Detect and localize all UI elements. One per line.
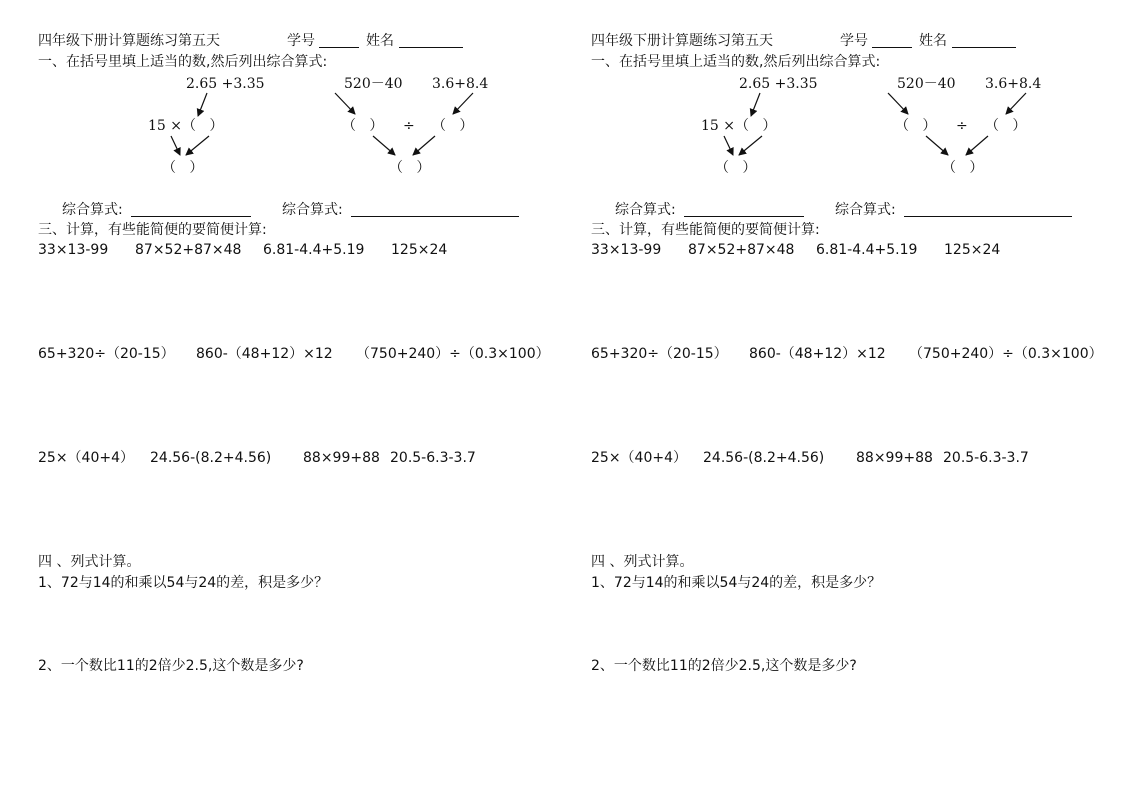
tree2-top-right-expression: 3.6+8.4	[432, 76, 489, 92]
worksheet-title: 四年级下册计算题练习第五天	[591, 33, 773, 49]
calc-problem: 65+320÷（20-15）	[38, 346, 175, 362]
calc-problem: 24.56-(8.2+4.56)	[703, 450, 825, 466]
calc-problem: 65+320÷（20-15）	[591, 346, 728, 362]
tree2-top-left-expression: 520－40	[897, 76, 956, 92]
section4-heading: 四 、列式计算。	[38, 554, 141, 570]
tree1-middle-expression: 15 ×（ ）	[701, 118, 777, 134]
arrow	[751, 93, 760, 116]
section3-heading: 三、计算，有些能简便的要简便计算:	[591, 222, 820, 238]
tree2-result-blank[interactable]: （ ）	[942, 160, 984, 176]
calc-problem: 860-（48+12）×12	[196, 346, 333, 362]
tree1-result-blank[interactable]: （ ）	[715, 160, 757, 176]
tree1-result-blank[interactable]: （ ）	[162, 160, 204, 176]
calc-problem: 24.56-(8.2+4.56)	[150, 450, 272, 466]
formula-label-2: 综合算式:	[835, 202, 896, 218]
calc-problem: 88×99+88	[303, 450, 380, 466]
arrow	[453, 93, 473, 114]
calc-problem: （750+240）÷（0.3×100）	[356, 346, 550, 362]
student-id-blank[interactable]	[319, 32, 359, 48]
arrow	[373, 136, 395, 155]
calc-problem: 125×24	[391, 242, 448, 258]
calc-problem: 87×52+87×48	[135, 242, 242, 258]
worksheet-title: 四年级下册计算题练习第五天	[38, 33, 220, 49]
calc-problem: 6.81-4.4+5.19	[263, 242, 365, 258]
worksheet-right	[553, 0, 1114, 793]
arrow	[1006, 93, 1026, 114]
arrow	[926, 136, 948, 155]
formula-label-1: 综合算式:	[62, 202, 123, 218]
formula-blank-1[interactable]	[684, 201, 804, 217]
student-name-label: 姓名	[919, 33, 947, 49]
calc-problem: 125×24	[944, 242, 1001, 258]
calc-problem: 25×（40+4）	[38, 450, 134, 466]
calc-problem: 33×13-99	[38, 242, 109, 258]
arrow	[198, 93, 207, 116]
student-id-label: 学号	[287, 33, 315, 49]
arrow	[966, 136, 988, 155]
tree1-top-expression: 2.65 +3.35	[739, 76, 818, 92]
calc-problem: （750+240）÷（0.3×100）	[909, 346, 1103, 362]
student-name-blank[interactable]	[399, 32, 463, 48]
tree2-divide-sign: ÷	[403, 118, 415, 134]
calc-problem: 88×99+88	[856, 450, 933, 466]
calc-problem: 20.5-6.3-3.7	[943, 450, 1029, 466]
section1-heading: 一、在括号里填上适当的数,然后列出综合算式:	[38, 54, 328, 70]
word-problem-2: 2、一个数比11的2倍少2.5,这个数是多少?	[591, 658, 857, 674]
calc-problem: 6.81-4.4+5.19	[816, 242, 918, 258]
section3-heading: 三、计算，有些能简便的要简便计算:	[38, 222, 267, 238]
tree1-middle-expression: 15 ×（ ）	[148, 118, 224, 134]
calc-problem: 87×52+87×48	[688, 242, 795, 258]
tree2-top-right-expression: 3.6+8.4	[985, 76, 1042, 92]
word-problem-1: 1、72与14的和乘以54与24的差，积是多少？	[591, 575, 882, 591]
word-problem-2: 2、一个数比11的2倍少2.5,这个数是多少?	[38, 658, 304, 674]
arrow	[888, 93, 908, 114]
tree2-left-blank[interactable]: （ ）	[895, 118, 937, 134]
tree2-right-blank[interactable]: （ ）	[985, 118, 1027, 134]
arrow	[186, 136, 209, 155]
formula-blank-2[interactable]	[904, 201, 1072, 217]
arrow	[171, 136, 180, 155]
arrow	[335, 93, 355, 114]
formula-blank-2[interactable]	[351, 201, 519, 217]
calc-problem: 25×（40+4）	[591, 450, 687, 466]
tree2-divide-sign: ÷	[956, 118, 968, 134]
student-id-blank[interactable]	[872, 32, 912, 48]
student-name-label: 姓名	[366, 33, 394, 49]
formula-label-1: 综合算式:	[615, 202, 676, 218]
tree2-top-left-expression: 520－40	[344, 76, 403, 92]
word-problem-1: 1、72与14的和乘以54与24的差，积是多少？	[38, 575, 329, 591]
arrow	[413, 136, 435, 155]
tree2-result-blank[interactable]: （ ）	[389, 160, 431, 176]
arrow	[739, 136, 762, 155]
arrow	[724, 136, 733, 155]
formula-blank-1[interactable]	[131, 201, 251, 217]
formula-label-2: 综合算式:	[282, 202, 343, 218]
tree1-top-expression: 2.65 +3.35	[186, 76, 265, 92]
section4-heading: 四 、列式计算。	[591, 554, 694, 570]
calc-problem: 33×13-99	[591, 242, 662, 258]
calc-problem: 860-（48+12）×12	[749, 346, 886, 362]
student-id-label: 学号	[840, 33, 868, 49]
student-name-blank[interactable]	[952, 32, 1016, 48]
tree2-left-blank[interactable]: （ ）	[342, 118, 384, 134]
tree2-right-blank[interactable]: （ ）	[432, 118, 474, 134]
calc-problem: 20.5-6.3-3.7	[390, 450, 476, 466]
section1-heading: 一、在括号里填上适当的数,然后列出综合算式:	[591, 54, 881, 70]
